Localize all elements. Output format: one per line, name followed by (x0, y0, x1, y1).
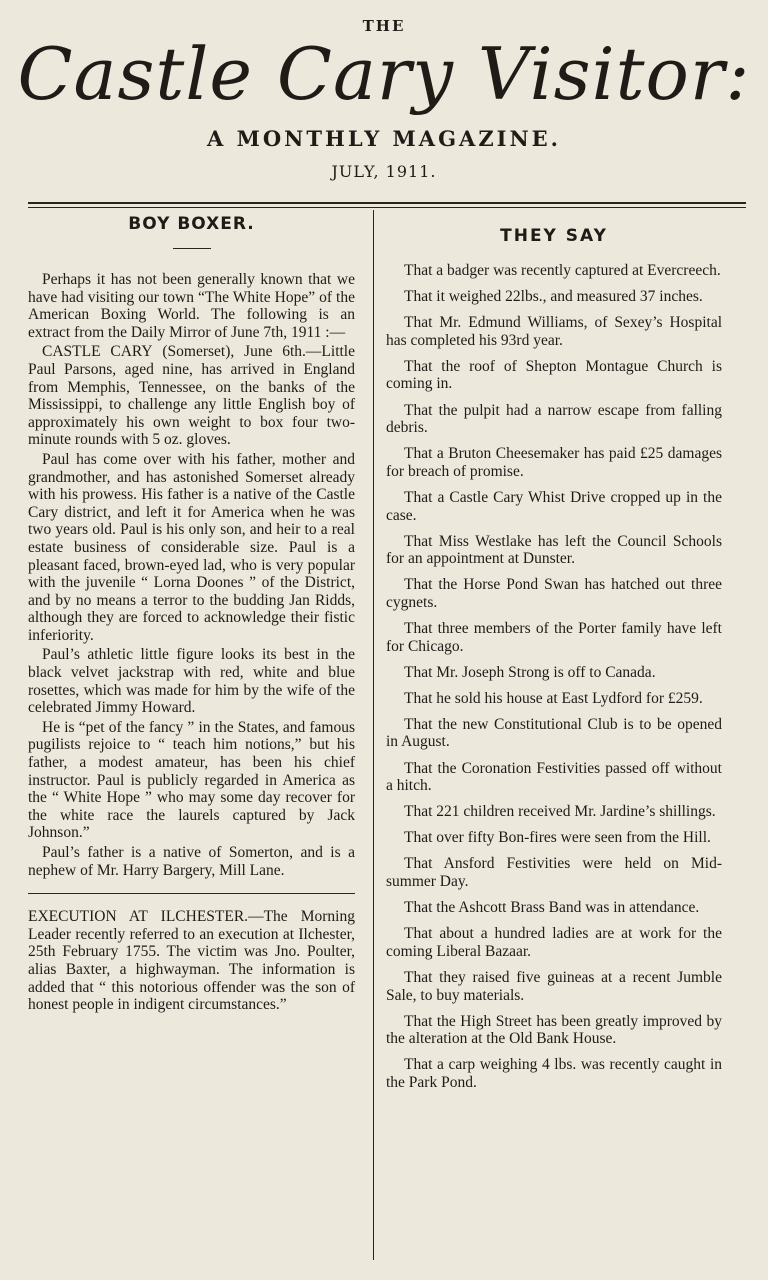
they-say-item: That a Bruton Cheesemaker has paid £25 damages for breach of promise. (386, 445, 722, 480)
issue-date: JULY, 1911. (331, 162, 437, 181)
they-say-item: That a carp weighing 4 lbs. was recently caught in the Park Pond. (386, 1056, 722, 1091)
magazine-subtitle: A MONTHLY MAGAZINE. (207, 126, 561, 151)
they-say-item: That it weighed 22lbs., and measured 37 inches. (404, 288, 703, 306)
boy-boxer-para4: He is “pet of the fancy ” in the States, and famous pugilists rejoice to “ teach him notions,” but his father, a modest amateur, has been his chief instructor. Paul is publicly regarded in America as the “ White Hope ” who may some day recover for the white race the laurels captured by Jack Johnson.” (28, 718, 355, 842)
right-column (386, 222, 722, 1100)
they-say-item: That the Horse Pond Swan has hatched out three cygnets. (386, 576, 722, 611)
execution-article (28, 908, 355, 1014)
they-say-item: That he sold his house at East Lydford for £259. (404, 689, 703, 707)
they-say-item: That over fifty Bon-fires were seen from the Hill. (404, 829, 711, 847)
execution-lead: EXECUTION AT ILCHESTER. (28, 908, 249, 926)
boy-boxer-para3: Paul’s athletic little figure looks its best in the black velvet jackstrap with red, white and blue rosettes, which was made for him by the wife of the celebrated Jimmy Howard. (28, 646, 355, 717)
they-say-item: That a Castle Cary Whist Drive cropped up in the case. (386, 488, 722, 524)
they-say-item: That the Coronation Festivities passed off without a hitch. (386, 759, 722, 795)
they-say-item: That Mr. Joseph Strong is off to Canada. (404, 663, 656, 681)
boy-boxer-para5: Paul’s father is a native of Somerton, and is a nephew of Mr. Harry Bargery, Mill Lane. (28, 844, 355, 879)
execution-text: —The Morning Leader recently referred to an execution at Ilchester, 25th February 1755. The victim was Jno. Poulter, alias Baxter, a highwayman. The information is added that “ this notorious offender was the son of honest people in indigent circumstances.” (28, 908, 355, 1014)
they-say-item: That the roof of Shepton Montague Church is coming in. (386, 357, 722, 393)
they-say-list (386, 262, 722, 1091)
they-say-item: That the High Street has been greatly improved by the alteration at the Old Bank House. (386, 1012, 722, 1048)
they-say-item: That three members of the Porter family have left for Chicago. (386, 620, 722, 655)
header-rule-thin (28, 207, 746, 208)
they-say-item: That they raised five guineas at a recent Jumble Sale, to buy materials. (386, 968, 722, 1004)
they-say-item: That the Ashcott Brass Band was in attendance. (404, 899, 700, 917)
section-rule (28, 893, 355, 894)
masthead-the: THE (362, 17, 406, 35)
para1-text: (Somerset), June 6th.—Little Paul Parsons, aged nine, has arrived in England from Memphis, Tennessee, on the banks of the Mississippi, to challenge any little English boy of approximately his own weight to box four two-minute rounds with 5 oz. gloves. (28, 343, 355, 449)
left-column (28, 214, 355, 1014)
they-say-item: That the new Constitutional Club is to be opened in August. (386, 715, 722, 751)
they-say-item: That about a hundred ladies are at work for the coming Liberal Bazaar. (386, 925, 722, 960)
they-say-item: That Miss Westlake has left the Council Schools for an appointment at Dunster. (386, 532, 722, 568)
they-say-heading: THEY SAY (500, 226, 608, 246)
magazine-title: Castle Cary Visitor: (17, 32, 751, 116)
boy-boxer-intro: Perhaps it has not been generally known that we have had visiting our town “The White Hope” of the American Boxing World. The following is an extract from the Daily Mirror of June 7th, 1911 :— (28, 271, 355, 341)
they-say-item: That the pulpit had a narrow escape from falling debris. (386, 401, 722, 437)
masthead (0, 0, 768, 200)
boy-boxer-para2: Paul has come over with his father, mother and grandmother, and has astonished Somerset already with his prowess. His father is a native of the Castle Cary district, and left it for America when he was two years old. Paul is his only son, and heir to a real estate business of considerable size. Paul is a pleasant faced, brown-eyed lad, who is very popular with the juvenile “ Lorna Doones ” of the District, and by no means a terror to the budding Jan Ridds, although they are forced to acknowledge their fistic inferiority. (28, 450, 355, 644)
heading-dash (173, 248, 211, 249)
boy-boxer-para1 (28, 343, 355, 449)
they-say-item: That a badger was recently captured at Evercreech. (404, 262, 721, 279)
boy-boxer-heading: BOY BOXER. (128, 214, 255, 234)
they-say-item: That Mr. Edmund Williams, of Sexey’s Hospital has completed his 93rd year. (386, 314, 722, 349)
dateline: CASTLE CARY (42, 343, 153, 361)
column-divider (373, 210, 374, 1260)
they-say-item: That Ansford Festivities were held on Mid-summer Day. (386, 855, 722, 891)
they-say-item: That 221 children received Mr. Jardine’s shillings. (404, 803, 716, 821)
header-rule (28, 202, 746, 204)
